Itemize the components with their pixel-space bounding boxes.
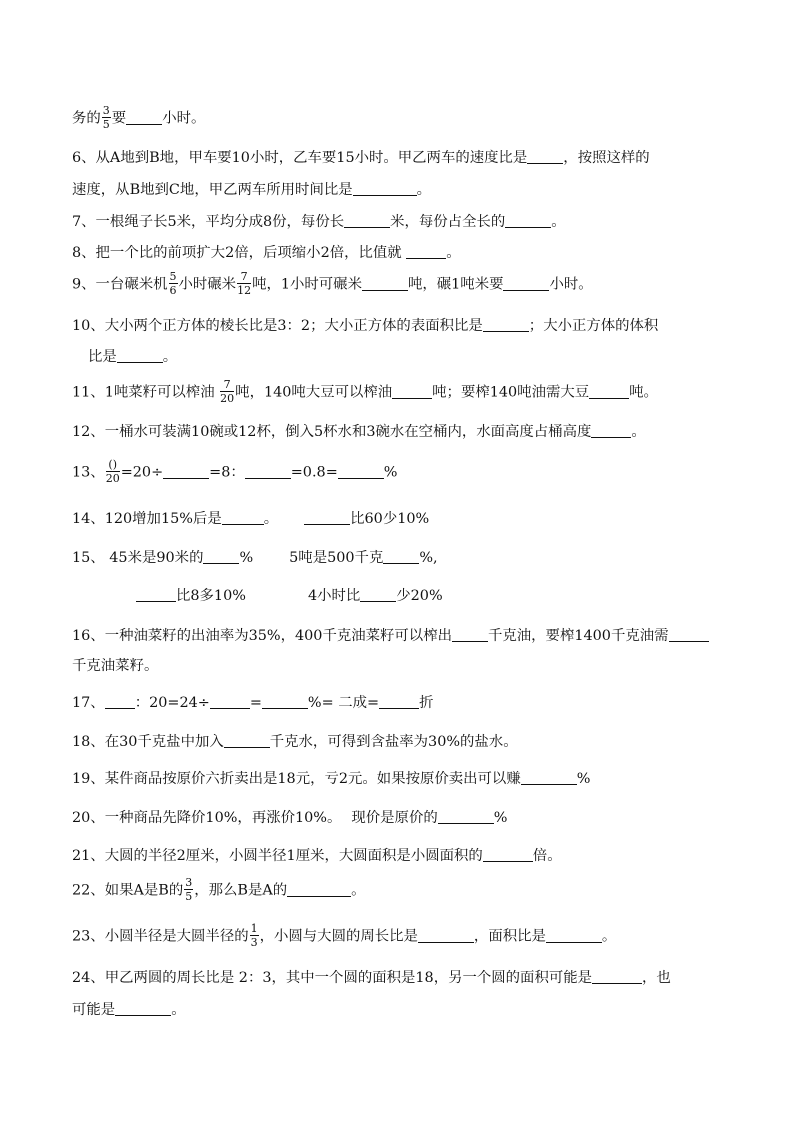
answer-blank[interactable] xyxy=(591,423,631,438)
answer-blank[interactable] xyxy=(438,809,494,824)
text: ，面积比是 xyxy=(473,928,546,945)
question-16-line-2 xyxy=(72,656,158,676)
question-16-line-1 xyxy=(72,625,709,646)
text: 现价是原价的 xyxy=(351,810,438,826)
text: 20、一种商品先降价10%，再涨价10%。 xyxy=(72,810,342,826)
answer-blank[interactable] xyxy=(589,384,629,399)
text: 。 xyxy=(551,214,566,230)
text: 17、 xyxy=(72,695,105,711)
text: %, xyxy=(419,550,438,566)
text: 24、甲乙两圆的周长比是 2：3，其中一个圆的面积是18，另一个圆的面积可能是 xyxy=(72,970,593,986)
text: = xyxy=(249,695,262,711)
answer-blank[interactable] xyxy=(163,464,209,479)
text: 比8多10% xyxy=(176,588,246,604)
answer-blank[interactable] xyxy=(105,694,135,709)
text: 22、如果A是B的 xyxy=(72,882,184,899)
text: 。 xyxy=(416,182,432,198)
text: % xyxy=(383,464,398,481)
answer-blank[interactable] xyxy=(245,464,291,479)
text: 比60少10% xyxy=(350,511,430,527)
text: % xyxy=(239,550,254,566)
answer-blank[interactable] xyxy=(353,181,417,196)
question-24-line-1 xyxy=(72,967,671,988)
fraction-numerator: 5 xyxy=(169,270,177,283)
question-8 xyxy=(72,242,461,263)
text: 少20% xyxy=(396,588,443,604)
text: 千克油，要榨1400千克油需 xyxy=(487,628,669,644)
text: 比是 xyxy=(88,349,117,365)
text: 8、把一个比的前项扩大2倍，后项缩小2倍，比值就 xyxy=(72,245,407,261)
answer-blank[interactable] xyxy=(362,276,408,291)
answer-blank[interactable] xyxy=(304,510,350,525)
text: ，也 xyxy=(642,970,671,986)
question-19 xyxy=(72,768,590,789)
text: 13、 xyxy=(72,464,105,481)
fraction-denominator: 20 xyxy=(105,472,120,485)
question-10-line-1 xyxy=(72,315,658,336)
fraction xyxy=(169,271,178,296)
text: 19、某件商品按原价六折卖出是18元，亏2元。如果按原价卖出可以赚 xyxy=(72,771,521,787)
question-21 xyxy=(72,845,562,866)
answer-blank[interactable] xyxy=(379,694,419,709)
text: 4小时比 xyxy=(307,588,361,604)
question-22 xyxy=(72,878,366,903)
text: =8： xyxy=(209,464,245,481)
fraction-numerator: 7 xyxy=(220,379,234,392)
answer-blank[interactable] xyxy=(483,317,529,332)
question-13 xyxy=(72,460,397,485)
answer-blank[interactable] xyxy=(383,549,419,564)
fraction-denominator: 5 xyxy=(102,118,110,131)
text: 吨，1小时可碾米 xyxy=(252,276,362,293)
text: 14、120增加15%后是 xyxy=(72,511,222,527)
text: 。 xyxy=(631,424,646,440)
fraction xyxy=(237,271,251,296)
question-20 xyxy=(72,807,507,828)
question-10-line-2 xyxy=(88,346,177,367)
answer-blank[interactable] xyxy=(503,276,549,291)
answer-blank[interactable] xyxy=(669,627,709,642)
fraction-numerator: 3 xyxy=(102,104,110,117)
fraction-denominator: 5 xyxy=(185,890,193,903)
answer-blank[interactable] xyxy=(521,770,577,785)
fraction-denominator: 12 xyxy=(237,284,252,297)
text: % xyxy=(576,771,591,787)
text: 倍。 xyxy=(532,848,562,864)
text: 。 xyxy=(601,928,617,945)
text: ：20=24÷ xyxy=(134,695,210,711)
text: 吨。 xyxy=(629,384,658,401)
fraction-numerator: 3 xyxy=(185,876,193,889)
fraction xyxy=(250,923,259,948)
text: ，小圆与大圆的周长比是 xyxy=(259,928,418,945)
question-17 xyxy=(72,692,433,713)
answer-blank[interactable] xyxy=(527,149,563,164)
answer-blank[interactable] xyxy=(344,213,390,228)
text: 11、1吨菜籽可以榨油 xyxy=(72,384,220,401)
text: 。 xyxy=(162,349,178,365)
answer-blank[interactable] xyxy=(338,464,384,479)
answer-blank[interactable] xyxy=(203,549,239,564)
text: =20÷ xyxy=(120,464,164,481)
answer-blank[interactable] xyxy=(117,348,163,363)
answer-blank[interactable] xyxy=(592,969,642,984)
fraction-denominator: 3 xyxy=(250,936,258,949)
text: 米，每份占全长的 xyxy=(390,214,506,230)
text: 。 xyxy=(351,882,366,899)
text: 小时碾米 xyxy=(178,276,237,293)
answer-blank[interactable] xyxy=(360,587,396,602)
answer-blank[interactable] xyxy=(115,1001,171,1016)
text: %= 二成= xyxy=(307,695,380,711)
text: 7、一根绳子长5米，平均分成8份，每份长 xyxy=(72,214,345,230)
text: 要 xyxy=(111,110,127,127)
answer-blank[interactable] xyxy=(224,733,270,748)
fraction xyxy=(102,105,111,130)
question-6-line-2 xyxy=(72,179,431,200)
text: 可能是 xyxy=(72,1002,116,1018)
text: 千克油菜籽。 xyxy=(72,658,159,674)
question-5-continuation xyxy=(72,106,205,131)
fraction-numerator: () xyxy=(106,459,120,472)
question-9 xyxy=(72,272,593,297)
answer-blank[interactable] xyxy=(452,627,488,642)
question-14 xyxy=(72,508,429,529)
text: 16、一种油菜籽的出油率为35%，400千克油菜籽可以榨出 xyxy=(72,628,452,644)
question-24-line-2 xyxy=(72,999,186,1020)
fraction xyxy=(220,379,234,404)
text: 。 xyxy=(171,1002,186,1018)
fraction-numerator: 1 xyxy=(250,922,258,935)
answer-blank[interactable] xyxy=(483,847,533,862)
question-12 xyxy=(72,421,646,442)
text: 吨，碾1吨米要 xyxy=(407,276,504,293)
question-15-line-2 xyxy=(136,585,443,606)
text: 5吨是500千克 xyxy=(289,550,384,566)
question-15-line-1 xyxy=(72,547,438,568)
text: 10、大小两个正方体的棱长比是3：2；大小正方体的表面积比是 xyxy=(72,318,483,334)
question-23 xyxy=(72,924,616,949)
answer-blank[interactable] xyxy=(126,110,162,125)
text: 6、从A地到B地，甲车要10小时，乙车要15小时。甲乙两车的速度比是 xyxy=(72,150,528,166)
question-11 xyxy=(72,380,658,405)
text: 吨；要榨140吨油需大豆 xyxy=(432,384,590,401)
text: 21、大圆的半径2厘米，小圆半径1厘米，大圆面积是小圆面积的 xyxy=(72,848,483,864)
fraction-denominator: 20 xyxy=(220,392,235,405)
text: ，按照这样的 xyxy=(563,150,650,166)
fraction xyxy=(184,877,193,902)
question-7 xyxy=(72,211,566,232)
question-18 xyxy=(72,731,518,752)
answer-blank[interactable] xyxy=(222,510,264,525)
text: 小时。 xyxy=(162,110,206,127)
text: % xyxy=(493,810,508,826)
text: 小时。 xyxy=(549,276,593,293)
answer-blank[interactable] xyxy=(287,882,351,897)
answer-blank[interactable] xyxy=(546,928,602,943)
text: 23、小圆半径是大圆半径的 xyxy=(72,928,249,945)
text: 千克水，可得到含盐率为30%的盐水。 xyxy=(269,734,518,750)
fraction-denominator: 6 xyxy=(169,284,177,297)
answer-blank[interactable] xyxy=(406,244,446,259)
text: 。 xyxy=(446,245,461,261)
text: 。 xyxy=(263,511,279,527)
text: 12、一桶水可装满10碗或12杯，倒入5杯水和3碗水在空桶内，水面高度占桶高度 xyxy=(72,424,592,440)
question-6-line-1 xyxy=(72,147,650,168)
answer-blank[interactable] xyxy=(392,384,432,399)
text: 吨，140吨大豆可以榨油 xyxy=(235,384,393,401)
text: ；大小正方体的体积 xyxy=(528,318,659,334)
text: 折 xyxy=(419,695,434,711)
fraction xyxy=(106,459,120,484)
answer-blank[interactable] xyxy=(418,928,474,943)
text: 9、一台碾米机 xyxy=(72,276,168,293)
answer-blank[interactable] xyxy=(210,694,250,709)
text: 18、在30千克盐中加入 xyxy=(72,734,224,750)
text: ，那么B是A的 xyxy=(194,882,288,899)
answer-blank[interactable] xyxy=(505,213,551,228)
text: 15、 45米是90米的 xyxy=(72,550,204,566)
text: 务的 xyxy=(72,110,101,127)
fraction-numerator: 7 xyxy=(237,271,251,284)
text: =0.8= xyxy=(290,464,338,481)
answer-blank[interactable] xyxy=(136,587,176,602)
text: 速度，从B地到C地，甲乙两车所用时间比是 xyxy=(72,182,353,198)
answer-blank[interactable] xyxy=(262,694,308,709)
